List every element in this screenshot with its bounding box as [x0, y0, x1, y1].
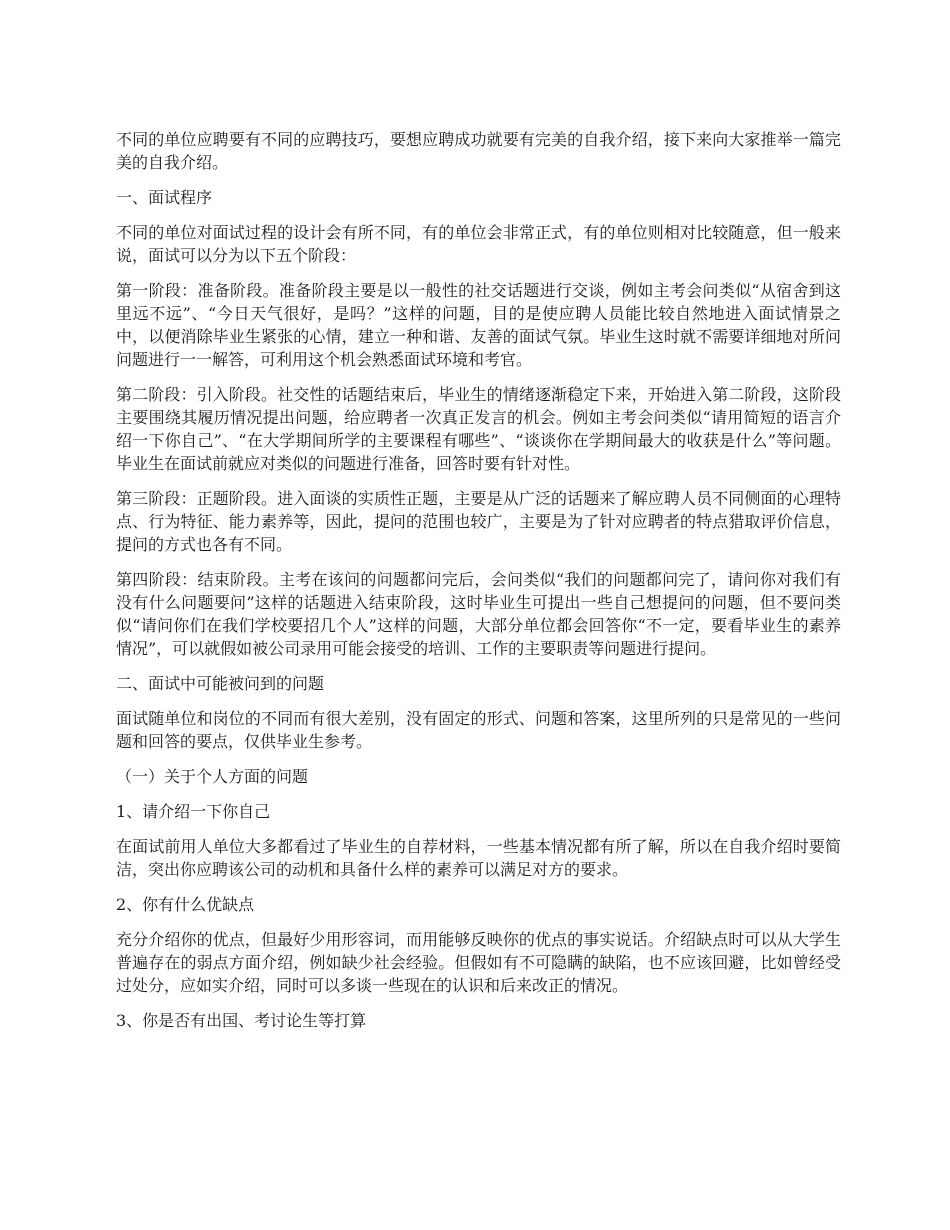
procedure-overview-paragraph: 不同的单位对面试过程的设计会有所不同，有的单位会非常正式，有的单位则相对比较随意，但一般来说，面试可以分为以下五个阶段：	[116, 223, 841, 265]
question-heading-2: 2、你有什么优缺点	[116, 895, 255, 914]
intro-paragraph: 不同的单位应聘要有不同的应聘技巧，要想应聘成功就要有完美的自我介绍，接下来向大家推举一篇完美的自我介绍。	[116, 130, 841, 172]
question-heading-3: 3、你是否有出国、考讨论生等打算	[116, 1011, 367, 1030]
stage-two-paragraph: 第二阶段：引入阶段。社交性的话题结束后，毕业生的情绪逐渐稳定下来，开始进入第二阶段，这阶段主要围绕其履历情况提出问题，给应聘者一次真正发言的机会。例如主考会问类似“请用简短的语言介绍一下你自己”、“在大学期间所学的主要课程有哪些”、“谈谈你在学期间最大的收获是什么”等问题。毕业生在面试前就应对类似的问题进行准备，回答时要有针对性。	[116, 385, 841, 473]
questions-overview-paragraph: 面试随单位和岗位的不同而有很大差别，没有固定的形式、问题和答案，这里所列的只是常见的一些问题和回答的要点，仅供毕业生参考。	[116, 709, 841, 751]
stage-four-paragraph: 第四阶段：结束阶段。主考在该问的问题都问完后，会问类似“我们的问题都问完了，请问你对我们有没有什么问题要问”这样的话题进入结束阶段，这时毕业生可提出一些自己想提问的问题，但不要问类似“请问你们在我们学校要招几个人”这样的问题，大部分单位都会回答你“不一定，要看毕业生的素养情况”，可以就假如被公司录用可能会接受的培训、工作的主要职责等问题进行提问。	[116, 570, 841, 658]
question-heading-1: 1、请介绍一下你自己	[116, 802, 271, 821]
section-heading-possible-questions: 二、面试中可能被问到的问题	[116, 674, 325, 693]
answer-paragraph-2: 充分介绍你的优点，但最好少用形容词，而用能够反映你的优点的事实说话。介绍缺点时可以从大学生普遍存在的弱点方面介绍，例如缺少社会经验。但假如有不可隐瞒的缺陷，也不应该回避，比如曾经受过处分，应如实介绍，同时可以多谈一些现在的认识和后来改正的情况。	[116, 930, 841, 995]
subsection-heading-personal: （一）关于个人方面的问题	[116, 767, 309, 786]
answer-paragraph-1: 在面试前用人单位大多都看过了毕业生的自荐材料，一些基本情况都有所了解，所以在自我介绍时要简洁，突出你应聘该公司的动机和具备什么样的素养可以满足对方的要求。	[116, 837, 841, 879]
stage-three-paragraph: 第三阶段：正题阶段。进入面谈的实质性正题，主要是从广泛的话题来了解应聘人员不同侧面的心理特点、行为特征、能力素养等，因此，提问的范围也较广，主要是为了针对应聘者的特点猎取评价信息，提问的方式也各有不同。	[116, 489, 841, 554]
stage-one-paragraph: 第一阶段：准备阶段。准备阶段主要是以一般性的社交话题进行交谈，例如主考会问类似“从宿舍到这里远不远”、“今日天气很好，是吗？”这样的问题，目的是使应聘人员能比较自然地进入面试情景之中，以便消除毕业生紧张的心情，建立一种和谐、友善的面试气氛。毕业生这时就不需要详细地对所问问题进行一一解答，可利用这个机会熟悉面试环境和考官。	[116, 281, 841, 369]
document-body	[116, 128, 841, 1044]
section-heading-interview-procedure: 一、面试程序	[116, 188, 213, 207]
